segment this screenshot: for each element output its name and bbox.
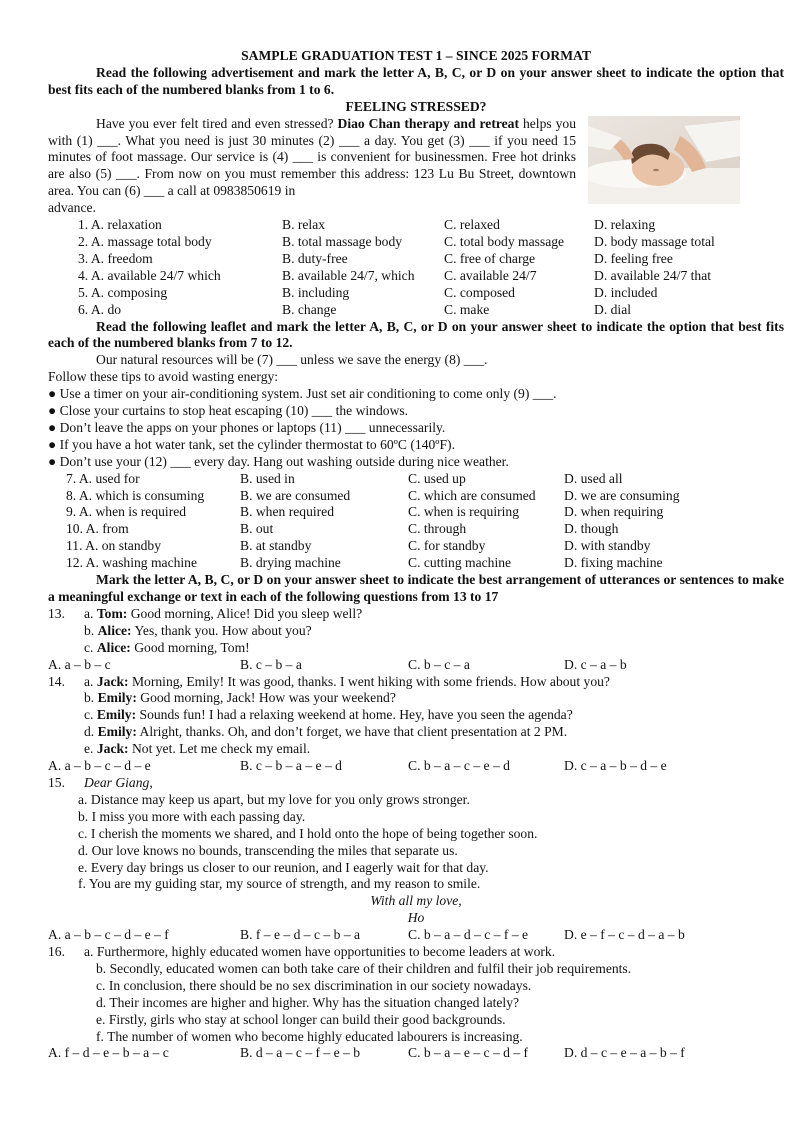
option-5a[interactable]: 5. A. composing [78,284,168,300]
question-number: 13. [48,605,65,621]
speaker: Alice: [97,622,132,638]
tip-item: ● Don’t use your (12) ___ every day. Hang out washing outside during nice weather. [48,453,509,469]
tip-item: ● Use a timer on your air-conditioning system. Just set air conditioning to come only (9) ___. [48,386,557,402]
utterance-text: Alright, thanks. Oh, and don’t forget, we have that client presentation at 2 PM. [136,724,568,740]
ad-heading: FEELING STRESSED? [345,98,487,114]
ad-paragraph [48,116,576,201]
speaker: Jack: [96,673,129,689]
tip-item: ● Close your curtains to stop heat escaping (10) ___ the windows. [48,403,409,419]
option-16d[interactable]: D. d – c – e – a – b – f [564,1045,685,1061]
question-15-header [48,775,784,792]
ad-body: helps you with (1) ___. What you need is just 30 minutes (2) ___ a day. You get (3) ___ if you need 15 minutes of foot massage. Our service is (4) ___ is convenient for businessmen. Free hot drinks are also (5) ___. From now on you must remember this address: 123 Lu Bu Street, downtown area. You can (6) ___ a call at 0983850619 in [48,115,577,199]
section2-instruction: Read the following leaflet and mark the letter A, B, C, or D on your answer sheet to indicate the option that best fits each of the numbered blanks from 7 to 12. [48,318,784,351]
option-7c[interactable]: C. used up [408,470,466,486]
letter-sentence: c. I cherish the moments we shared, and I hold onto the hope of being together soon. [78,825,538,841]
options-16 [48,1045,784,1062]
option-11a[interactable]: 11. A. on standby [66,538,162,554]
option-1b[interactable]: B. relax [282,217,326,233]
option-2c[interactable]: C. total body massage [444,233,565,249]
option-12d[interactable]: D. fixing machine [564,555,663,571]
option-10d[interactable]: D. though [564,521,619,537]
option-12c[interactable]: C. cutting machine [408,555,512,571]
text-sentence: e. Firstly, girls who stay at school longer can build their good backgrounds. [96,1011,506,1027]
option-13b[interactable]: B. c – b – a [240,656,302,672]
utterance-text: Good morning, Jack! How was your weekend? [136,690,396,706]
ad-intro: Have you ever felt tired and even stressed? [96,115,338,131]
option-14d[interactable]: D. c – a – b – d – e [564,758,667,774]
utterance-letter: c. [84,639,97,655]
text-sentence: c. In conclusion, there should be no sex discrimination in our society nowadays. [96,977,532,993]
letter-sentence: d. Our love knows no bounds, transcending the miles that separate us. [78,842,458,858]
options-14 [48,758,784,775]
option-6b[interactable]: B. change [282,301,337,317]
section3-instruction: Mark the letter A, B, C, or D on your answer sheet to indicate the best arrangement of utterances or sentences to make a meaningful exchange or text in each of the following questions from 13 to 17 [48,572,784,604]
text-sentence: a. Furthermore, highly educated women have opportunities to become leaders at work. [84,944,556,960]
option-7b[interactable]: B. used in [240,470,295,486]
speaker: Alice: [96,639,131,655]
speaker: Tom: [96,605,128,621]
option-7d[interactable]: D. used all [564,470,623,486]
letter-salutation: Dear Giang, [84,774,153,790]
option-13a[interactable]: A. a – b – c [48,656,111,672]
utterance [48,741,784,758]
option-9d[interactable]: D. when requiring [564,504,664,520]
utterance-text: Good morning, Tom! [130,639,250,655]
text-sentence: d. Their incomes are higher and higher. Why has the situation changed lately? [96,994,520,1010]
option-2d[interactable]: D. body massage total [594,233,715,249]
option-6c[interactable]: C. make [444,301,490,317]
tips-heading: Follow these tips to avoid wasting energy: [48,369,279,385]
option-2a[interactable]: 2. A. massage total body [78,233,212,249]
text-sentence: f. The number of women who become highly educated labourers is increasing. [96,1028,523,1044]
option-15c[interactable]: C. b – a – d – c – f – e [408,927,529,943]
letter-signature: Ho [407,910,425,926]
option-1a[interactable]: 1. A. relaxation [78,217,162,233]
tip-item: ● Don’t leave the apps on your phones or laptops (11) ___ unnecessarily. [48,419,446,435]
option-9b[interactable]: B. when required [240,504,334,520]
question-14-line-a [48,674,784,691]
utterance-letter: e. [84,741,97,757]
option-16c[interactable]: C. b – a – e – c – d – f [408,1045,529,1061]
speaker: Emily: [96,707,137,723]
option-5b[interactable]: B. including [282,284,350,300]
option-9c[interactable]: C. when is requiring [408,504,520,520]
options-1-6 [48,217,784,318]
option-9a[interactable]: 9. A. when is required [66,504,187,520]
utterance [48,640,784,657]
speaker: Emily: [97,690,137,706]
option-7a[interactable]: 7. A. used for [66,470,140,486]
page-title: SAMPLE GRADUATION TEST 1 – SINCE 2025 FORMAT [241,48,591,63]
option-12b[interactable]: B. drying machine [240,555,341,571]
option-4a[interactable]: 4. A. available 24/7 which [78,267,221,283]
leaflet-intro: Our natural resources will be (7) ___ unless we save the energy (8) ___. [96,352,488,368]
option-4d[interactable]: D. available 24/7 that [594,267,712,283]
question-number: 16. [48,944,65,960]
option-3c[interactable]: C. free of charge [444,250,536,266]
utterance-text: Yes, thank you. How about you? [131,622,312,638]
option-15d[interactable]: D. e – f – c – d – a – b [564,927,685,943]
speaker: Jack: [96,741,129,757]
option-10c[interactable]: C. through [408,521,467,537]
option-14c[interactable]: C. b – a – c – e – d [408,758,510,774]
option-3b[interactable]: B. duty-free [282,250,348,266]
utterance-text: Sounds fun! I had a relaxing weekend at home. Hey, have you seen the agenda? [136,707,573,723]
utterance [84,606,362,623]
utterance [48,724,784,741]
advertisement [48,116,784,217]
question-number: 14. [48,673,65,689]
option-8d[interactable]: D. we are consuming [564,487,680,503]
option-1d[interactable]: D. relaxing [594,217,656,233]
options-7-12 [48,471,784,572]
ad-last-line: advance. [48,200,96,216]
utterance-text: Good morning, Alice! Did you sleep well? [127,605,363,621]
option-10b[interactable]: B. out [240,521,274,537]
spa-massage-photo [588,116,740,204]
utterance-letter: d. [84,724,98,740]
utterance-letter: b. [84,622,98,638]
section1-instruction: Read the following advertisement and mark the letter A, B, C, or D on your answer sheet to indicate the option that best fits each of the numbered blanks from 1 to 6. [48,64,784,97]
letter-sentence: b. I miss you more with each passing day. [78,808,306,824]
utterance-text: Not yet. Let me check my email. [128,741,311,757]
tip-item: ● If you have a hot water tank, set the cylinder thermostat to 60ºC (140ºF). [48,436,455,452]
speaker: Emily: [97,724,137,740]
option-8c[interactable]: C. which are consumed [408,487,536,503]
option-11b[interactable]: B. at standby [240,538,312,554]
utterance [84,674,610,691]
options-15 [48,927,784,944]
utterance [48,707,784,724]
letter-closing: With all my love, [370,893,462,909]
ad-brand: Diao Chan therapy and retreat [337,115,519,131]
utterance-letter: c. [84,707,97,723]
option-16a[interactable]: A. f – d – e – b – a – c [48,1045,169,1061]
option-15b[interactable]: B. f – e – d – c – b – a [240,927,361,943]
option-4c[interactable]: C. available 24/7 [444,267,537,283]
option-4b[interactable]: B. available 24/7, which [282,267,415,283]
option-5d[interactable]: D. included [594,284,658,300]
question-16-line-a [48,944,784,961]
question-number: 15. [48,774,65,790]
option-8a[interactable]: 8. A. which is consuming [66,487,205,503]
option-6a[interactable]: 6. A. do [78,301,122,317]
letter-sentence: f. You are my guiding star, my source of strength, and my reason to smile. [78,876,481,892]
option-13d[interactable]: D. c – a – b [564,656,627,672]
option-6d[interactable]: D. dial [594,301,631,317]
option-12a[interactable]: 12. A. washing machine [66,555,198,571]
option-10a[interactable]: 10. A. from [66,521,129,537]
utterance [48,690,784,707]
options-13 [48,657,784,674]
text-sentence: b. Secondly, educated women can both take care of their children and fulfil their job requirements. [96,960,632,976]
option-2b[interactable]: B. total massage body [282,233,403,249]
letter-sentence: a. Distance may keep us apart, but my love for you only grows stronger. [78,791,470,807]
option-11d[interactable]: D. with standby [564,538,651,554]
question-13-line-a [48,606,784,623]
option-14b[interactable]: B. c – b – a – e – d [240,758,342,774]
option-1c[interactable]: C. relaxed [444,217,500,233]
option-15a[interactable]: A. a – b – c – d – e – f [48,927,169,943]
option-8b[interactable]: B. we are consumed [240,487,351,503]
letter-sentence: e. Every day brings us closer to our reunion, and I eagerly wait for that day. [78,859,489,875]
utterance [48,623,784,640]
option-14a[interactable]: A. a – b – c – d – e [48,758,151,774]
utterance-text: Morning, Emily! It was good, thanks. I went hiking with some friends. How about you? [128,673,610,689]
utterance-letter: b. [84,690,98,706]
utterance-letter: a. [84,605,97,621]
utterance-letter: a. [84,673,97,689]
option-3a[interactable]: 3. A. freedom [78,250,153,266]
option-13c[interactable]: C. b – c – a [408,656,470,672]
option-3d[interactable]: D. feeling free [594,250,673,266]
option-16b[interactable]: B. d – a – c – f – e – b [240,1045,361,1061]
option-5c[interactable]: C. composed [444,284,515,300]
option-11c[interactable]: C. for standby [408,538,486,554]
